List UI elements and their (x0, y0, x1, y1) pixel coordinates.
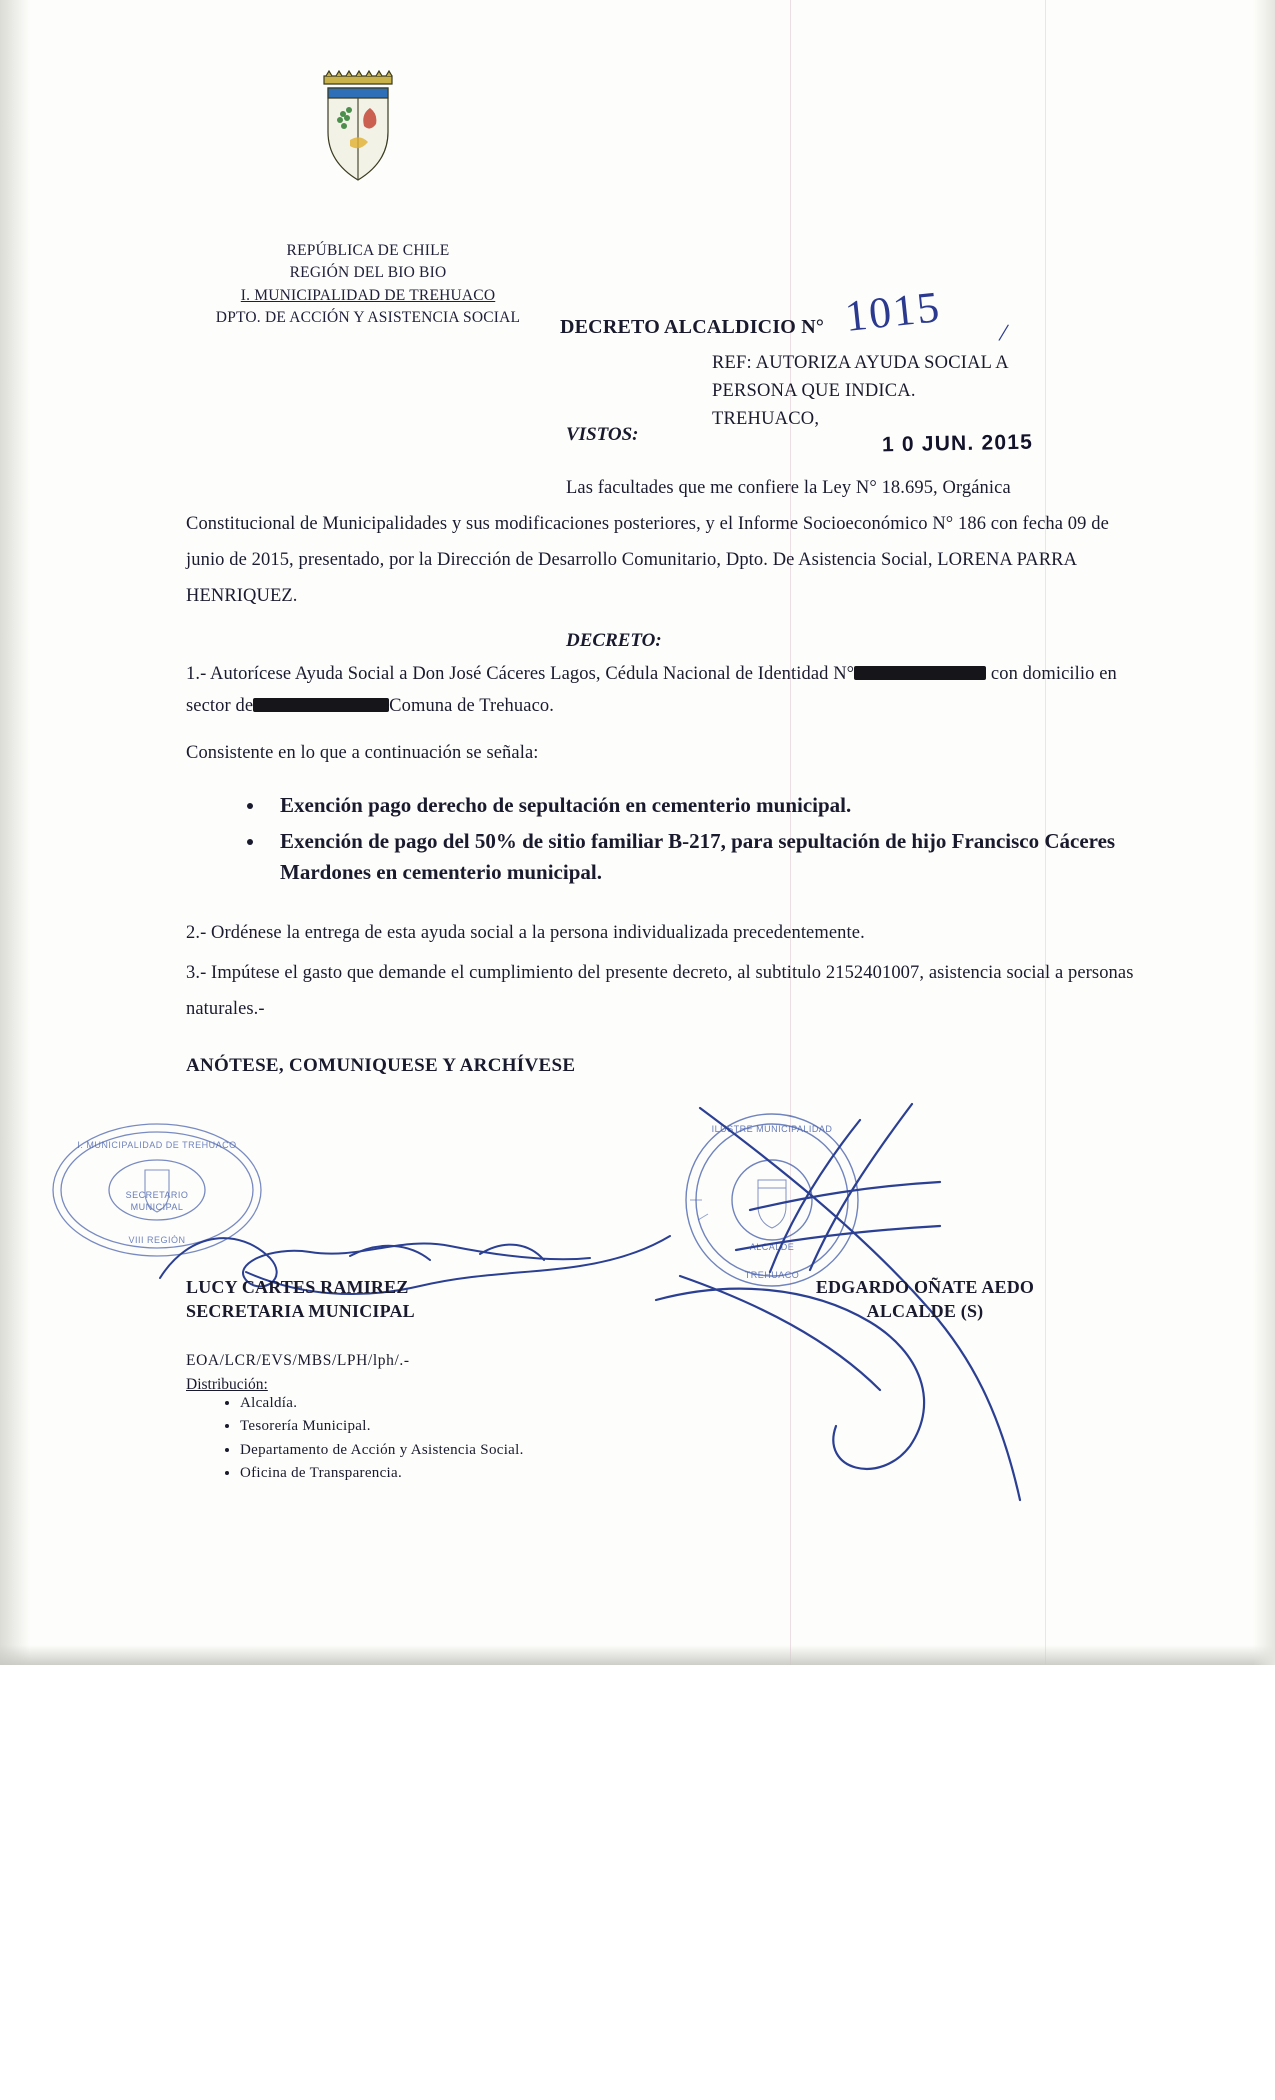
article-3: 3.- Impútese el gasto que demande el cumplimiento del presente decreto, al subtitulo 2152401007, asistencia social a personas naturales.- (186, 963, 1134, 1020)
svg-text:ILUSTRE MUNICIPALIDAD: ILUSTRE MUNICIPALIDAD (711, 1124, 833, 1134)
secretary-signature-block (186, 1275, 415, 1324)
distribution-list (210, 1392, 524, 1485)
decree-number-slash: / (997, 317, 1011, 348)
svg-text:I. MUNICIPALIDAD DE TREHUACO: I. MUNICIPALIDAD DE TREHUACO (77, 1140, 237, 1150)
article-1-text-c: Comuna de Trehuaco. (389, 696, 554, 717)
svg-text:MUNICIPAL: MUNICIPAL (130, 1202, 184, 1212)
reference-line-1: REF: AUTORIZA AYUDA SOCIAL A (712, 353, 1009, 373)
list-item: • Tesorería Municipal. (240, 1415, 524, 1438)
list-item: • Exención de pago del 50% de sitio familiar B-217, para sepultación de hijo Francisco Cáceres Mardones en cementerio municipal. (266, 826, 1166, 889)
article-1-text-a: 1.- Autorícese Ayuda Social a Don José Cáceres Lagos, Cédula Nacional de Identidad N° (186, 664, 855, 684)
mayor-name: EDGARDO OÑATE AEDO (815, 1277, 1035, 1297)
paragraph-vistos: Las facultades que me confiere la Ley N° 18.695, Orgánica Constitucional de Municipalidades y sus modificaciones posteriores, y el Informe Socioeconómico N° 186 con fecha 09 de junio de 2015, presentado, por la Dirección de Desarrollo Comunitario, Dpto. De Asistencia Social, LORENA PARRA HENRIQUEZ. (186, 478, 1109, 607)
date-stamp: 1 0 JUN. 2015 (881, 430, 1034, 457)
article-1 (186, 658, 1131, 723)
vistos-label: VISTOS: (566, 424, 639, 445)
secretary-name: LUCY CARTES RAMIREZ (186, 1277, 409, 1297)
list-item: • Exención pago derecho de sepultación en cementerio municipal. (266, 790, 1166, 822)
letterhead-country: REPÚBLICA DE CHILE (286, 242, 450, 259)
letterhead-municipality: I. MUNICIPALIDAD DE TREHUACO (240, 286, 496, 304)
svg-text:TREHUACO: TREHUACO (744, 1270, 800, 1280)
article-1-text-b: con domicilio en sector de (186, 664, 1117, 717)
closing-line: ANÓTESE, COMUNIQUESE Y ARCHÍVESE (186, 1055, 576, 1076)
list-item: • Departamento de Acción y Asistencia Social. (240, 1439, 524, 1462)
municipal-coat-of-arms-icon (310, 70, 406, 188)
svg-text:VIII REGIÓN: VIII REGIÓN (128, 1235, 186, 1245)
list-item: • Oficina de Transparencia. (240, 1462, 524, 1485)
letterhead-department: DPTO. DE ACCIÓN Y ASISTENCIA SOCIAL (215, 309, 521, 327)
distribution-label: Distribución: (186, 1376, 268, 1393)
drafter-initials: EOA/LCR/EVS/MBS/LPH/lph/.- (186, 1352, 410, 1369)
decree-label: DECRETO ALCALDICIO N° (560, 316, 825, 338)
letterhead-region: REGIÓN DEL BIO BIO (289, 264, 447, 282)
reference-line-3: TREHUACO, (712, 408, 820, 429)
scan-bottom-shadow (0, 1645, 1275, 1665)
redaction-bar-address (253, 698, 389, 712)
svg-text:SECRETARIO: SECRETARIO (125, 1190, 189, 1200)
decreto-label: DECRETO: (566, 630, 662, 651)
list-item: • Alcaldía. (240, 1392, 524, 1415)
mayor-signature-block (790, 1275, 1060, 1324)
redaction-bar-id (854, 666, 986, 680)
secretary-title: SECRETARIA MUNICIPAL (186, 1301, 415, 1322)
article-2: 2.- Ordénese la entrega de esta ayuda social a la persona individualizada precedentemente. (186, 923, 865, 943)
mayor-title: ALCALDE (S) (866, 1301, 984, 1322)
consistente-line: Consistente en lo que a continuación se señala: (186, 743, 539, 763)
decree-number-handwritten: 1015 (842, 282, 944, 341)
reference-block (712, 350, 1009, 433)
reference-line-2: PERSONA QUE INDICA. (712, 380, 916, 401)
letterhead (178, 240, 558, 330)
benefits-list (236, 790, 1166, 893)
svg-text:ALCALDE: ALCALDE (749, 1242, 795, 1252)
